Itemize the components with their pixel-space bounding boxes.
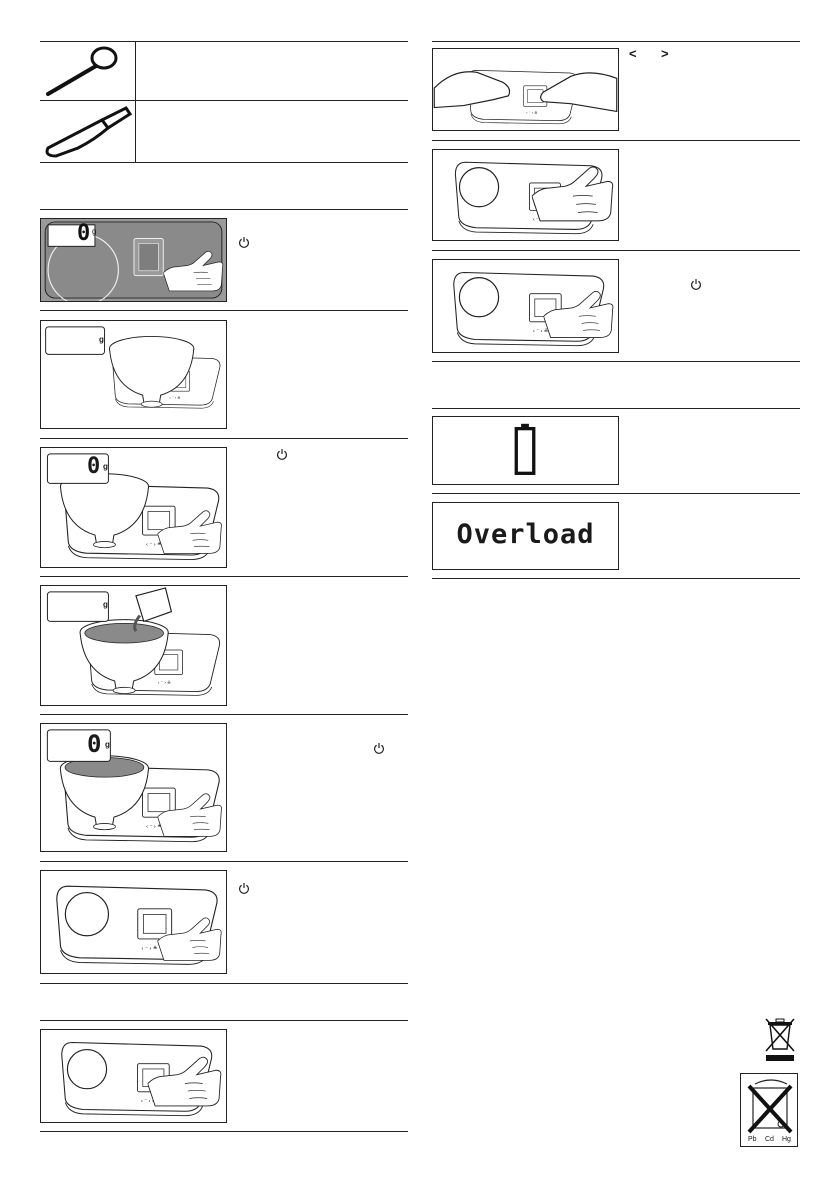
step-2-image — [40, 320, 227, 429]
display-unit: g — [92, 227, 97, 236]
power-icon — [276, 448, 288, 460]
spoon-icon — [42, 44, 132, 98]
power-icon — [238, 882, 250, 894]
display-unit: g — [103, 600, 108, 609]
step-r2-image — [432, 149, 619, 241]
display-zero: 0 — [77, 221, 91, 246]
power-icon — [690, 278, 702, 290]
display-zero: 0 — [87, 730, 102, 758]
step-6-image — [40, 870, 227, 974]
battery-display — [432, 416, 619, 485]
step-r1-image — [432, 48, 619, 131]
chem-pb: Pb — [748, 1136, 757, 1143]
display-unit: g — [99, 335, 104, 344]
display-zero: 0 — [87, 454, 101, 479]
step-1-image — [40, 218, 227, 302]
knife-icon — [42, 104, 132, 160]
step-7-image — [40, 1029, 227, 1123]
power-icon — [373, 742, 385, 754]
display-unit: g — [105, 740, 110, 749]
overload-display — [432, 502, 619, 570]
power-icon — [238, 236, 250, 248]
crossed-out-battery-bin-icon — [740, 1073, 798, 1147]
battery-icon — [433, 417, 618, 484]
step-3-image — [40, 447, 227, 568]
right-arrow-label: > — [661, 46, 669, 61]
step-5-image — [40, 723, 227, 852]
step-r3-image — [432, 259, 619, 353]
left-arrow-label: < — [629, 46, 637, 61]
chem-hg: Hg — [782, 1136, 791, 1143]
step-4-image — [40, 585, 227, 706]
overload-text: Overload — [456, 519, 595, 550]
display-unit: g — [103, 462, 108, 471]
crossed-out-bin-icon — [762, 1015, 798, 1061]
chem-cd: Cd — [765, 1136, 774, 1143]
